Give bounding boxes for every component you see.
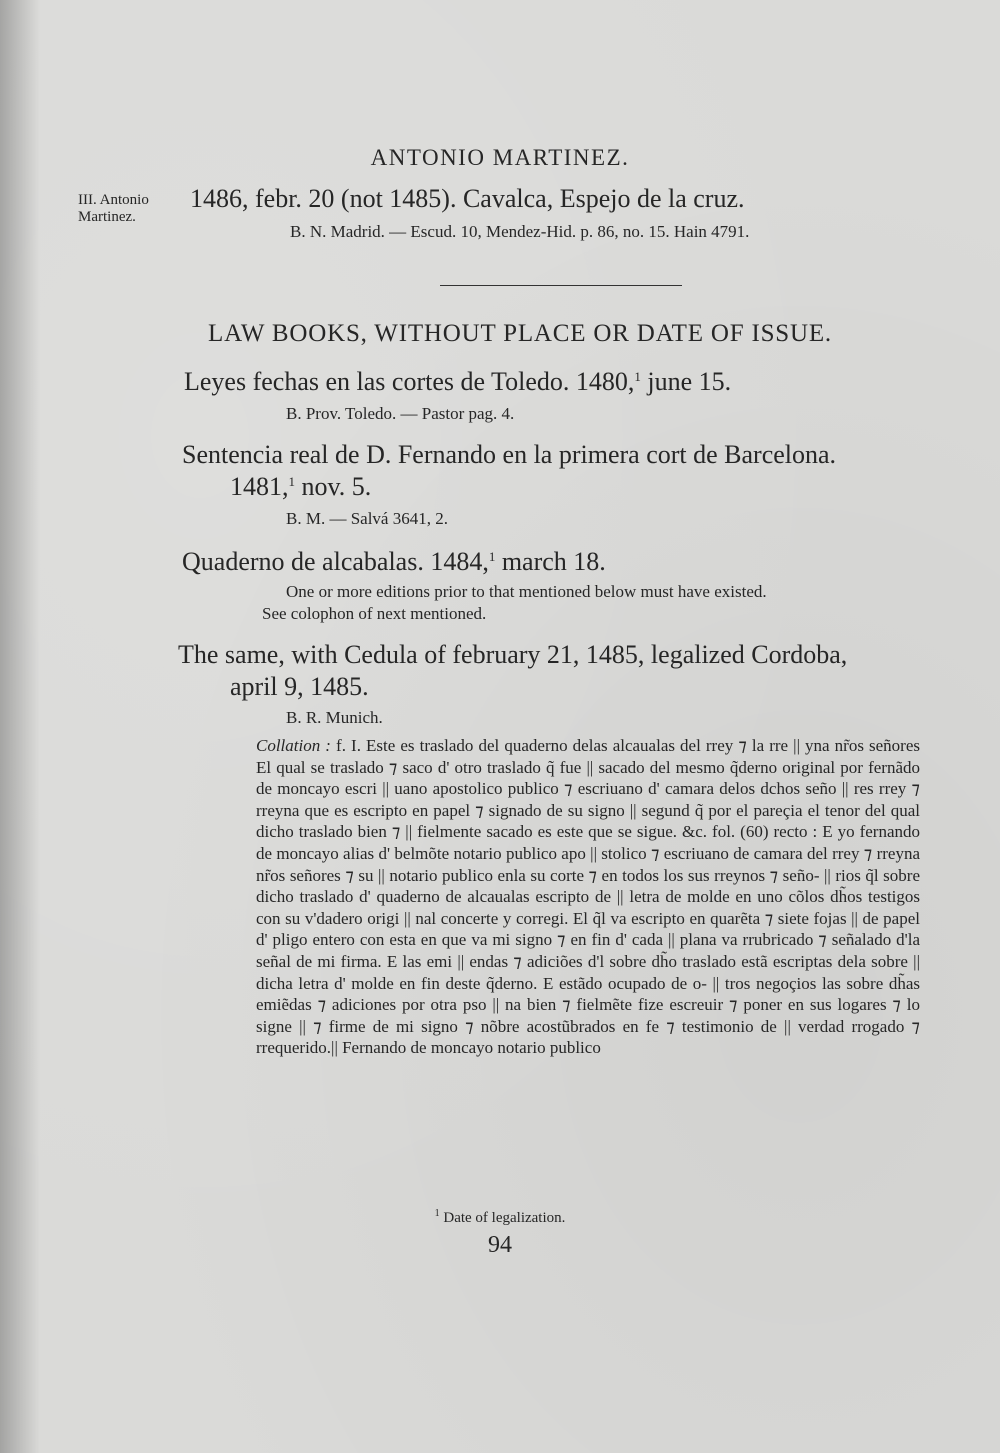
entry-reference: B. N. Madrid. — Escud. 10, Mendez-Hid. p. 86, no. 15. Hain 4791. <box>290 222 750 241</box>
law-title-text: Quaderno de alcabalas. 1484, <box>182 547 489 576</box>
section-divider <box>440 285 682 286</box>
law-title-text: nov. 5. <box>295 472 372 501</box>
footnote-text: Date of legalization. <box>439 1210 566 1226</box>
collation-text <box>256 735 920 1059</box>
entry-title: 1486, febr. 20 (not 1485). Cavalca, Espejo de la cruz. <box>190 184 745 213</box>
running-heading: ANTONIO MARTINEZ. <box>370 145 630 170</box>
law-entry-reference: B. R. Munich. <box>286 708 383 727</box>
law-entry-note: See colophon of next mentioned. <box>262 604 487 623</box>
footnote <box>0 1208 1000 1227</box>
page-number: 94 <box>488 1232 512 1258</box>
footnote-mark: 1 <box>634 369 641 384</box>
law-entry-title <box>182 547 606 577</box>
law-title-text: march 18. <box>495 547 606 576</box>
margin-note: III. Antonio Martinez. <box>78 192 149 225</box>
law-entry-reference: B. M. — Salvá 3641, 2. <box>286 509 448 528</box>
law-title-text: Leyes fechas en las cortes de Toledo. 1480, <box>184 367 635 396</box>
law-entry-note: One or more editions prior to that mentioned below must have existed. <box>286 582 767 601</box>
law-title-text: 1481, <box>230 472 289 501</box>
section-title: LAW BOOKS, WITHOUT PLACE OR DATE OF ISSUE. <box>208 320 832 347</box>
footnote-mark: 1 <box>434 1208 440 1219</box>
law-entry-title-continued: april 9, 1485. <box>230 672 369 701</box>
law-entry-title: The same, with Cedula of february 21, 1485, legalized Cordoba, <box>178 640 848 669</box>
law-entry-title: Sentencia real de D. Fernando en la primera cort de Barcelona. <box>182 440 837 469</box>
law-entry-title <box>184 367 731 397</box>
law-entry-reference: B. Prov. Toledo. — Pastor pag. 4. <box>286 404 515 423</box>
collation-body: f. I. Este es traslado del quaderno delas alcaualas del rrey ⁊ la rre || yna nr̃os señores El qual se traslado ⁊ saco d' otro traslado q̃ fue || sacado del mesmo q̃derno original por fernãdo de moncayo escri || uano apostolico publico ⁊ escriuano d' camara delos dchos seño || res rrey ⁊ rreyna que es escripto en papel ⁊ signado de su signo || segund q̃ por el pareçia el tenor del qual dicho traslado bien ⁊ || fielmente sacado es este que se sigue. &c. fol. (60) recto : E yo fernando de moncayo alias d' belmõte notario publico apo || stolico ⁊ escriuano de camara del rrey ⁊ rreyna nr̃os señores ⁊ su || notario publico enla su corte ⁊ en todos los sus rreynos ⁊ seño- || rios q̃l sobre dicho traslado d' quaderno de alcaualas escripto de || letra de molde en uno cõlos dh̃os testigos con su v'dadero origi || nal concerte y corregi. El q̃l va escripto en quarẽta ⁊ siete fojas || de papel d' pligo entero con esta en que va mi signo ⁊ en fin d' cada || plana va rrubricado ⁊ señalado d'la señal de mi firma. E las emi || endas ⁊ adiciões d'l sobre dh̃o traslado estã escriptas dela sobre || dicha letra d' molde en fin deste q̃derno. E estãdo ocupado de o- || tros negoçios las sobre dh̃as emiẽdas ⁊ adiciones por otra pso || na bien ⁊ fielmẽte fize escreuir ⁊ poner en sus logares ⁊ lo signe || ⁊ firme de mi signo ⁊ nõbre acostũbrados en fe ⁊ testimonio de || verdad rrogado ⁊ rrequerido.|| Fernando de moncayo notario publico <box>256 736 921 1058</box>
footnote-mark: 1 <box>488 549 496 564</box>
law-title-text: june 15. <box>640 367 732 396</box>
collation-label: Collation : <box>256 736 331 755</box>
law-entry-title-continued <box>230 472 371 502</box>
footnote-mark: 1 <box>288 474 295 489</box>
